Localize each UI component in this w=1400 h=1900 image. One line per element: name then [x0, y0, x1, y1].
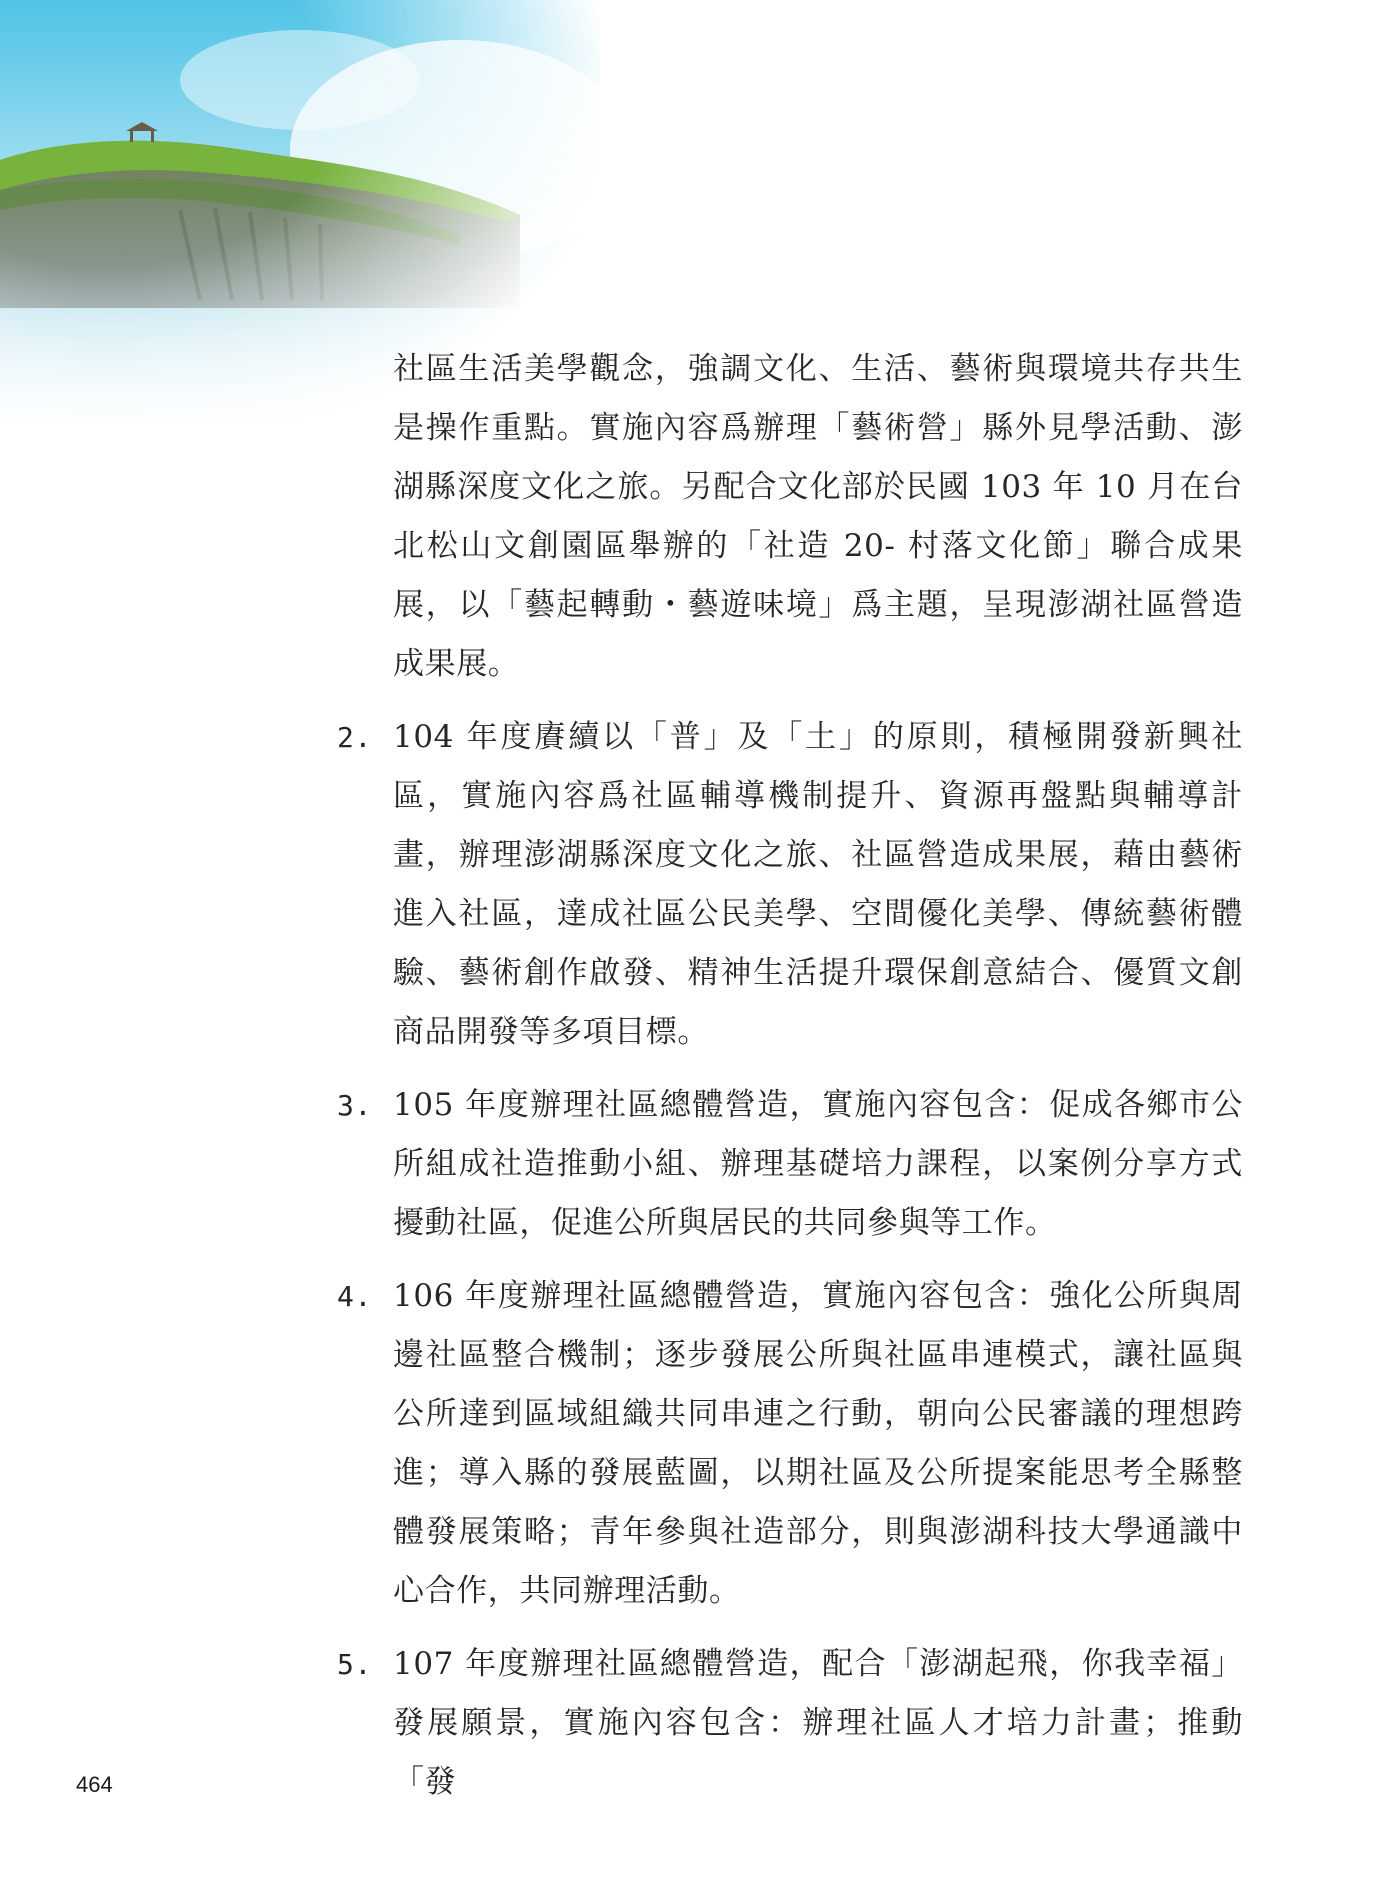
- list-item: [337, 1635, 1243, 1812]
- list-item-number: 3.: [337, 1089, 372, 1122]
- list-item-number: 4.: [337, 1280, 372, 1313]
- list-item-text: 105 年度辦理社區總體營造，實施內容包含：促成各鄉市公所組成社造推動小組、辦理基礎培力課程，以案例分享方式擾動社區，促進公所與居民的共同參與等工作。: [393, 1087, 1243, 1241]
- list-item-number: 5.: [337, 1648, 372, 1681]
- page-number: 464: [76, 1772, 113, 1797]
- document-body: [337, 340, 1243, 1826]
- intro-paragraph: 社區生活美學觀念，強調文化、生活、藝術與環境共存共生是操作重點。實施內容爲辦理「藝術營」縣外見學活動、澎湖縣深度文化之旅。另配合文化部於民國 103 年 10 月在台北松山文創園區舉辦的「社造 20- 村落文化節」聯合成果展，以「藝起轉動・藝遊味境」爲主題，呈現澎湖社區營造成果展。: [393, 351, 1243, 682]
- list-item: [337, 1076, 1243, 1253]
- list-item: [337, 708, 1243, 1062]
- list-item: [337, 1267, 1243, 1621]
- list-item-number: 2.: [337, 721, 372, 754]
- list-item-text: 104 年度賡續以「普」及「土」的原則，積極開發新興社區，實施內容爲社區輔導機制提升、資源再盤點與輔導計畫，辦理澎湖縣深度文化之旅、社區營造成果展，藉由藝術進入社區，達成社區公民美學、空間優化美學、傳統藝術體驗、藝術創作啟發、精神生活提升環保創意結合、優質文創商品開發等多項目標。: [393, 719, 1243, 1050]
- numbered-list: [337, 708, 1243, 1812]
- list-item-text: 107 年度辦理社區總體營造，配合「澎湖起飛，你我幸福」發展願景，實施內容包含：辦理社區人才培力計畫；推動「發: [393, 1646, 1243, 1800]
- list-item-text: 106 年度辦理社區總體營造，實施內容包含：強化公所與周邊社區整合機制；逐步發展公所與社區串連模式，讓社區與公所達到區域組織共同串連之行動，朝向公民審議的理想跨進；導入縣的發展藍圖，以期社區及公所提案能思考全縣整體發展策略；青年參與社造部分，則與澎湖科技大學通識中心合作，共同辦理活動。: [393, 1278, 1243, 1609]
